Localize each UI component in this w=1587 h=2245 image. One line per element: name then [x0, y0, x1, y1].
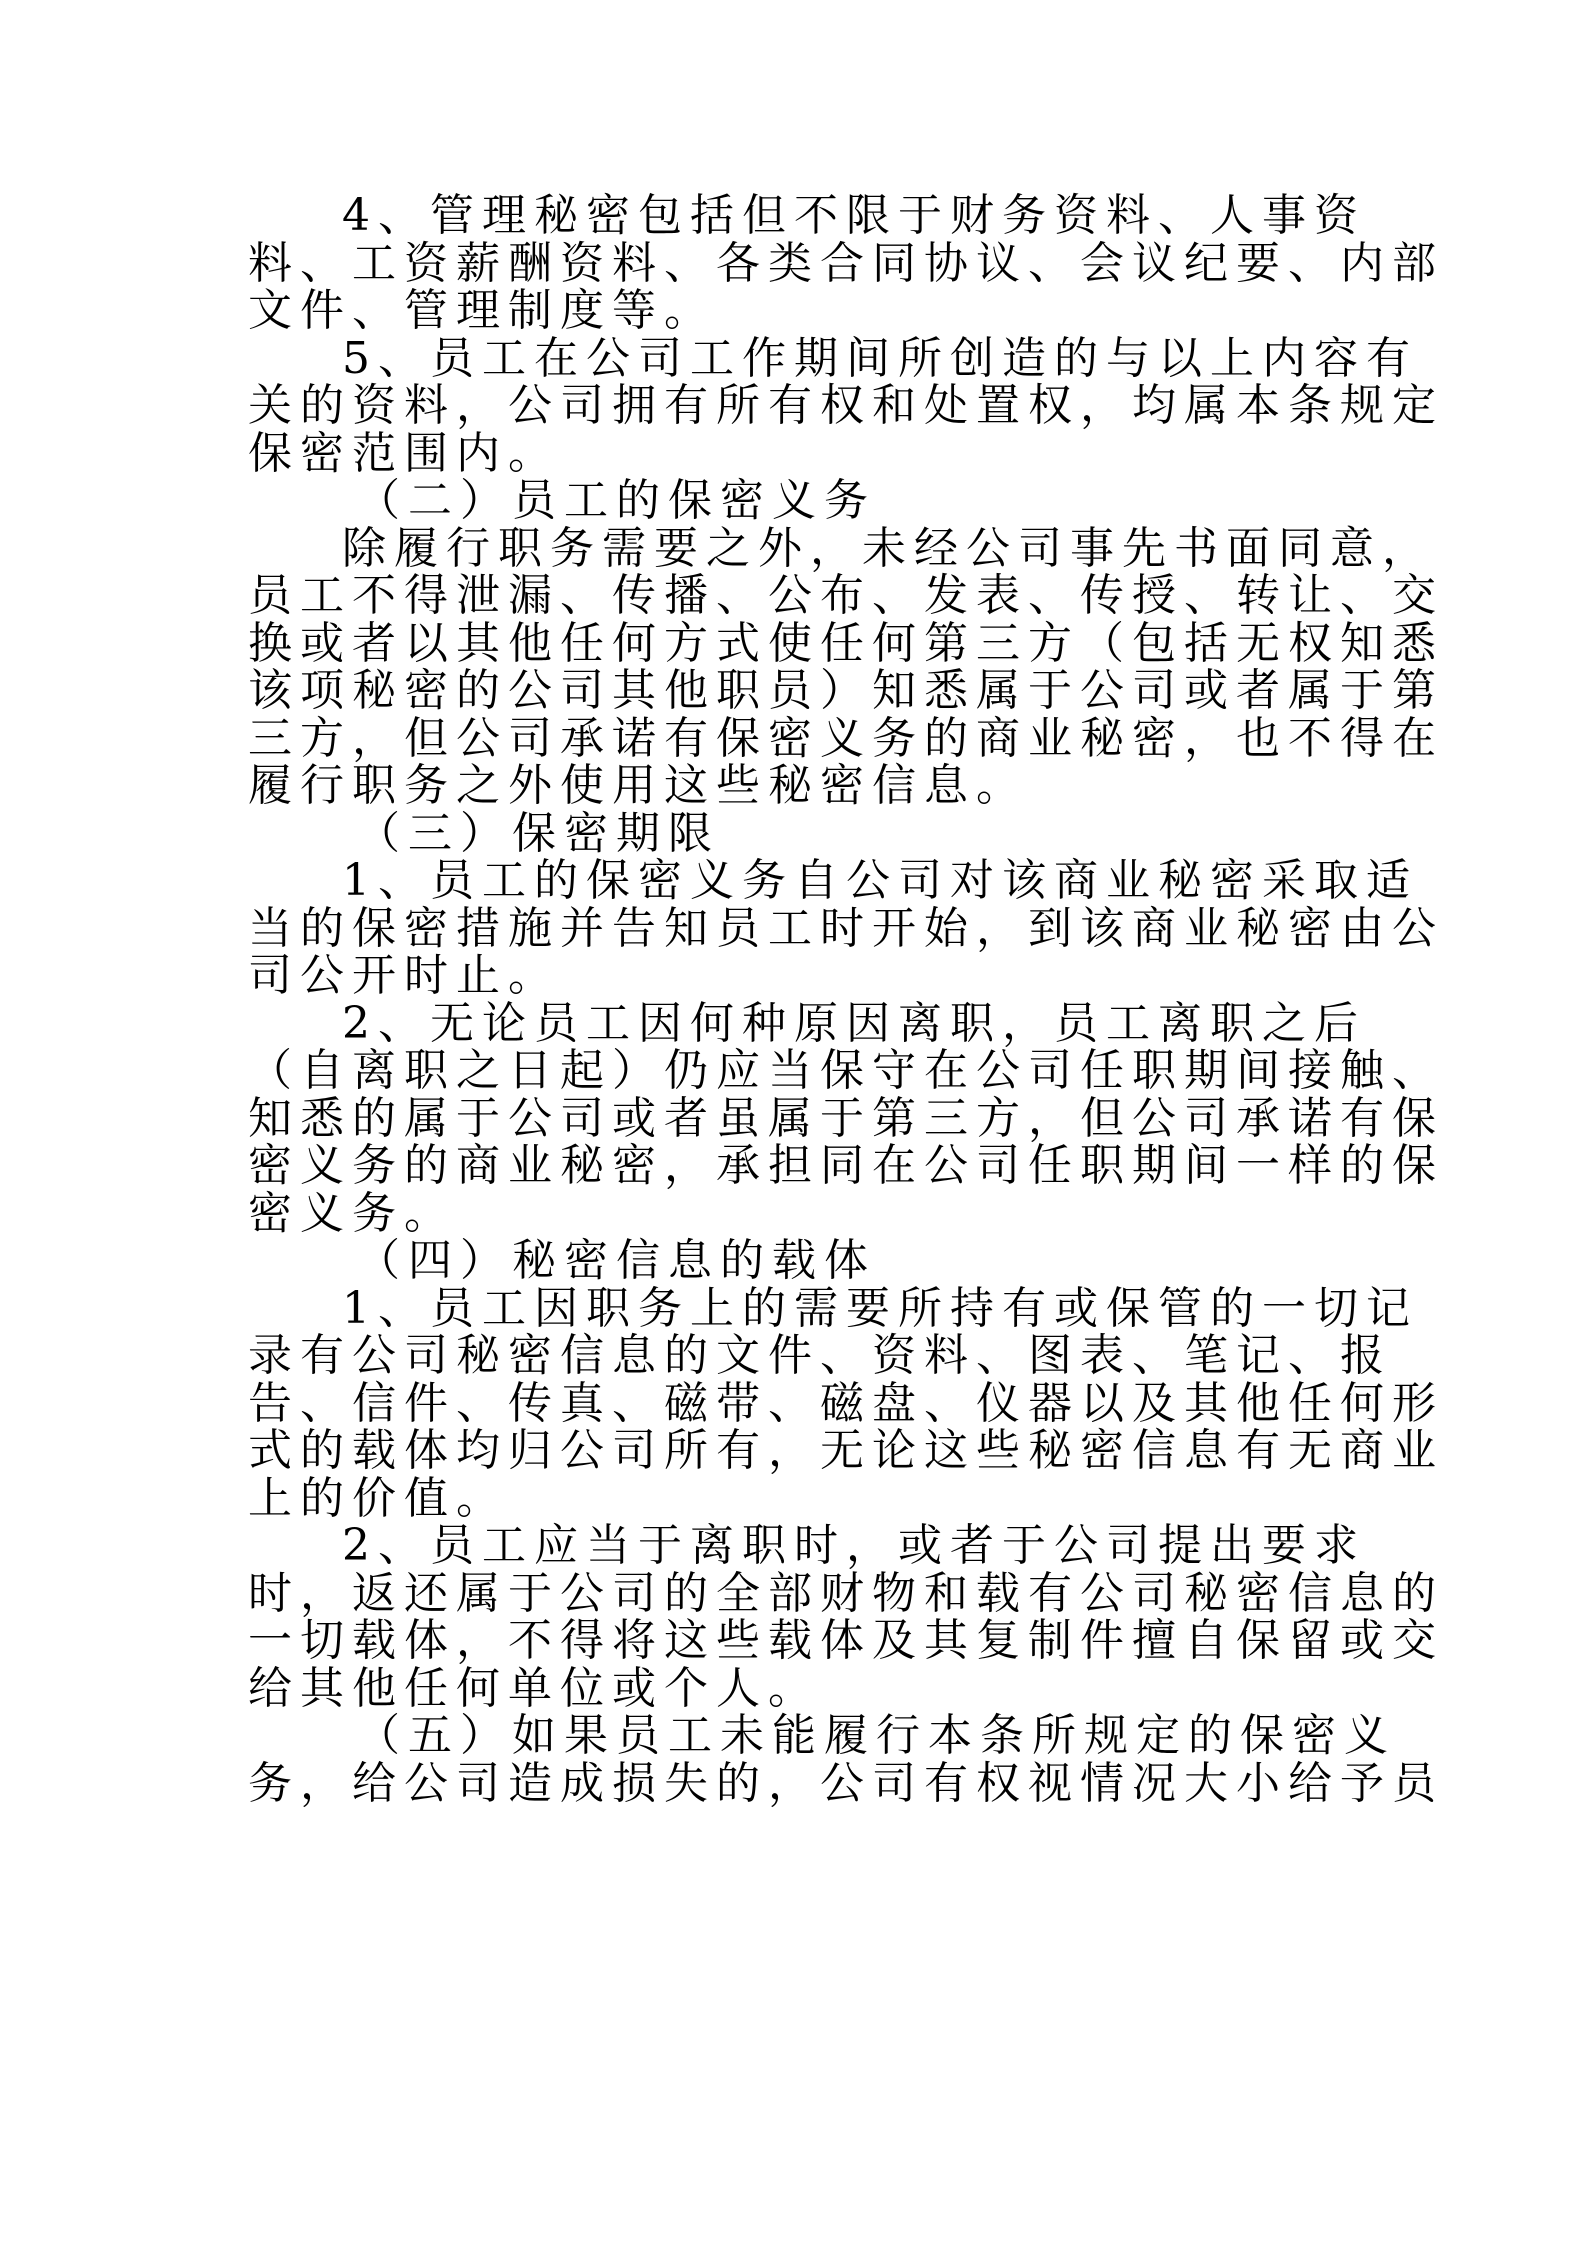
text-line: 务，给公司造成损失的，公司有权视情况大小给予员 [248, 1757, 1444, 1809]
document-body [248, 190, 1444, 1809]
text-line: 知悉的属于公司或者虽属于第三方，但公司承诺有保 [248, 1092, 1444, 1144]
text-line: 1、员工因职务上的需要所持有或保管的一切记 [342, 1282, 1418, 1334]
text-line: 一切载体，不得将这些载体及其复制件擅自保留或交 [248, 1615, 1444, 1666]
text-line: 录有公司秘密信息的文件、资料、图表、笔记、报 [248, 1330, 1392, 1381]
text-line: 密义务的商业秘密，承担同在公司任职期间一样的保 [248, 1140, 1444, 1191]
text-line: 给其他任何单位或个人。 [248, 1662, 820, 1714]
text-line: 司公开时止。 [248, 950, 560, 1001]
section-heading: （三）保密期限 [356, 807, 720, 859]
text-line: （自离职之日起）仍应当保守在公司任职期间接触、 [248, 1045, 1444, 1096]
text-line: 保密范围内。 [248, 427, 560, 479]
text-line: 文件、管理制度等。 [248, 285, 716, 336]
text-line: 该项秘密的公司其他职员）知悉属于公司或者属于第 [248, 665, 1444, 716]
text-line: 当的保密措施并告知员工时开始，到该商业秘密由公 [248, 902, 1444, 954]
section-heading: （二）员工的保密义务 [356, 475, 876, 526]
text-line: 上的价值。 [248, 1472, 508, 1524]
text-line: 2、员工应当于离职时，或者于公司提出要求 [342, 1520, 1366, 1571]
text-line: 时，返还属于公司的全部财物和载有公司秘密信息的 [248, 1567, 1444, 1619]
text-line: 关的资料，公司拥有所有权和处置权，均属本条规定 [248, 380, 1444, 431]
text-line: 密义务。 [248, 1187, 456, 1239]
text-line: 告、信件、传真、磁带、磁盘、仪器以及其他任何形 [248, 1377, 1444, 1429]
text-line: 除履行职务需要之外，未经公司事先书面同意， [342, 522, 1434, 574]
text-line: 料、工资薪酬资料、各类合同协议、会议纪要、内部 [248, 237, 1444, 289]
text-line: 5、员工在公司工作期间所创造的与以上内容有 [342, 332, 1418, 384]
text-line: 员工不得泄漏、传播、公布、发表、传授、转让、交 [248, 570, 1444, 621]
section-heading: （四）秘密信息的载体 [356, 1235, 876, 1286]
text-line: 4、管理秘密包括但不限于财务资料、人事资 [342, 190, 1366, 241]
text-line: 履行职务之外使用这些秘密信息。 [248, 760, 1028, 811]
text-line: 2、无论员工因何种原因离职，员工离职之后 [342, 997, 1366, 1049]
text-line: 三方，但公司承诺有保密义务的商业秘密，也不得在 [248, 712, 1444, 764]
section-heading: （五）如果员工未能履行本条所规定的保密义 [356, 1710, 1396, 1761]
text-line: 换或者以其他任何方式使任何第三方（包括无权知悉 [248, 617, 1444, 669]
text-line: 1、员工的保密义务自公司对该商业秘密采取适 [342, 855, 1418, 906]
text-line: 式的载体均归公司所有，无论这些秘密信息有无商业 [248, 1425, 1444, 1476]
